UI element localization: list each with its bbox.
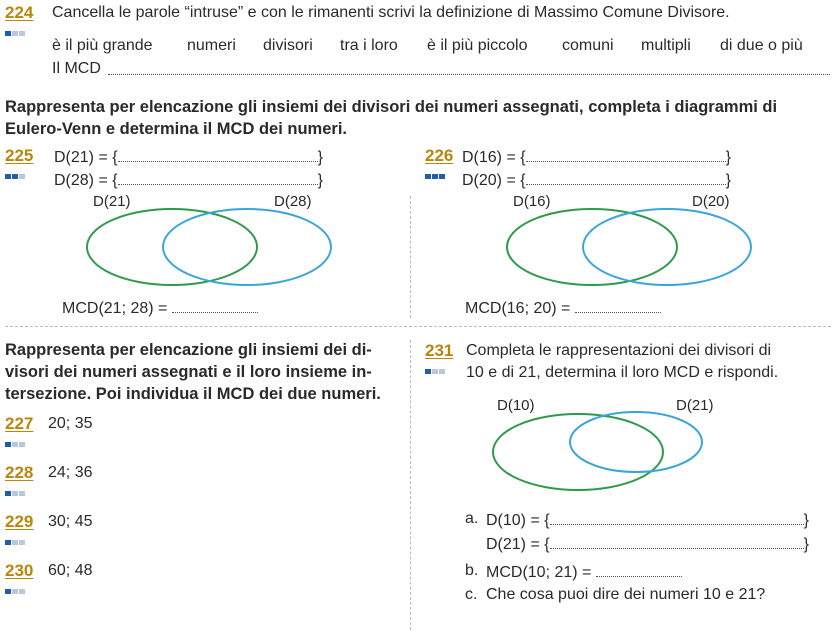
set-d21: D(21) = { } — [54, 149, 323, 166]
answer-line[interactable] — [550, 534, 804, 549]
exercise-number-226: 226 — [425, 146, 454, 165]
difficulty-indicator — [5, 581, 26, 586]
section1-instruction-line1: Rappresenta per elencazione gli insiemi dei divisori dei numeri assegnati, completa i diagrammi di — [5, 98, 778, 116]
section1-instruction-line2: Eulero-Venn e determina il MCD dei numeri. — [5, 120, 347, 138]
word-item[interactable]: divisori — [263, 37, 313, 54]
definition-answer-line[interactable] — [108, 62, 830, 75]
ex231-instruction-line1: Completa le rappresentazioni dei divisori di — [466, 342, 772, 359]
values-227: 20; 35 — [48, 415, 93, 432]
ex224-instruction: Cancella le parole “intruse” e con le rimanenti scrivi la definizione di Massimo Comune Divisore. — [52, 4, 730, 21]
set-d28: D(28) = { } — [54, 172, 323, 189]
venn-set-b-ellipse — [163, 209, 331, 285]
difficulty-indicator — [425, 166, 446, 171]
venn-label-d21: D(21) — [676, 397, 714, 414]
venn-diagram-231 — [486, 410, 746, 500]
part-a-label: a. — [465, 510, 479, 527]
mcd-16-20: MCD(16; 20) = — [465, 298, 661, 318]
answer-line[interactable] — [550, 510, 804, 525]
values-230: 60; 48 — [48, 562, 93, 579]
mcd-21-28: MCD(21; 28) = — [62, 298, 258, 318]
word-item[interactable]: comuni — [562, 37, 614, 54]
word-item[interactable]: tra i loro — [340, 37, 398, 54]
exercise-number-229: 229 — [5, 512, 34, 531]
venn-set-a-ellipse — [87, 209, 257, 285]
exercise-number-228: 228 — [5, 463, 34, 482]
mcd-definition-label: Il MCD — [52, 60, 101, 77]
difficulty-indicator — [5, 166, 26, 171]
set-d21-b: D(21) = { } — [486, 536, 809, 553]
values-228: 24; 36 — [48, 464, 93, 481]
exercise-number-225: 225 — [5, 146, 34, 165]
difficulty-indicator — [5, 434, 26, 439]
word-item[interactable]: multipli — [641, 37, 691, 54]
venn-set-b-ellipse — [583, 209, 751, 285]
set-d20: D(20) = { } — [462, 172, 731, 189]
values-229: 30; 45 — [48, 513, 93, 530]
difficulty-indicator — [5, 532, 26, 537]
exercise-number-231: 231 — [425, 341, 454, 360]
column-divider — [410, 340, 411, 630]
answer-line[interactable] — [172, 298, 258, 313]
mcd-10-21: MCD(10; 21) = — [486, 562, 682, 582]
venn-diagram-226 — [500, 205, 760, 295]
venn-diagram-225 — [80, 205, 340, 295]
section-divider — [5, 326, 831, 327]
answer-line[interactable] — [118, 147, 318, 162]
section2-instruction-line3: tersezione. Poi individua il MCD dei due numeri. — [5, 385, 381, 403]
venn-set-b-ellipse — [570, 412, 702, 472]
exercise-number-227: 227 — [5, 414, 34, 433]
part-c-question: Che cosa puoi dire dei numeri 10 e 21? — [486, 586, 766, 603]
set-d10: D(10) = { } — [486, 512, 809, 529]
word-item[interactable]: di due o più — [720, 37, 803, 54]
exercise-number-224: 224 — [5, 3, 34, 22]
answer-line[interactable] — [596, 562, 682, 577]
venn-label-d10: D(10) — [497, 397, 535, 414]
answer-line[interactable] — [526, 147, 726, 162]
venn-label-d21: D(21) — [93, 193, 131, 210]
venn-label-d28: D(28) — [274, 193, 312, 210]
section2-instruction-line2: visori dei numeri assegnati e il loro insieme in- — [5, 363, 372, 381]
word-item[interactable]: numeri — [187, 37, 236, 54]
venn-label-d20: D(20) — [692, 193, 730, 210]
set-d16: D(16) = { } — [462, 149, 731, 166]
venn-label-d16: D(16) — [513, 193, 551, 210]
answer-line[interactable] — [526, 170, 726, 185]
difficulty-indicator — [5, 483, 26, 488]
answer-line[interactable] — [118, 170, 318, 185]
exercise-number-230: 230 — [5, 561, 34, 580]
answer-line[interactable] — [575, 298, 661, 313]
ex231-instruction-line2: 10 e di 21, determina il loro MCD e rispondi. — [466, 364, 779, 381]
part-c-label: c. — [465, 586, 478, 603]
difficulty-indicator — [425, 361, 446, 366]
difficulty-indicator — [5, 23, 26, 28]
section2-instruction-line1: Rappresenta per elencazione gli insiemi dei di- — [5, 341, 372, 359]
word-item[interactable]: è il più piccolo — [427, 37, 528, 54]
column-divider — [410, 196, 411, 318]
word-item[interactable]: è il più grande — [52, 37, 153, 54]
venn-set-a-ellipse — [507, 209, 677, 285]
part-b-label: b. — [465, 562, 479, 579]
venn-set-a-ellipse — [493, 414, 663, 490]
